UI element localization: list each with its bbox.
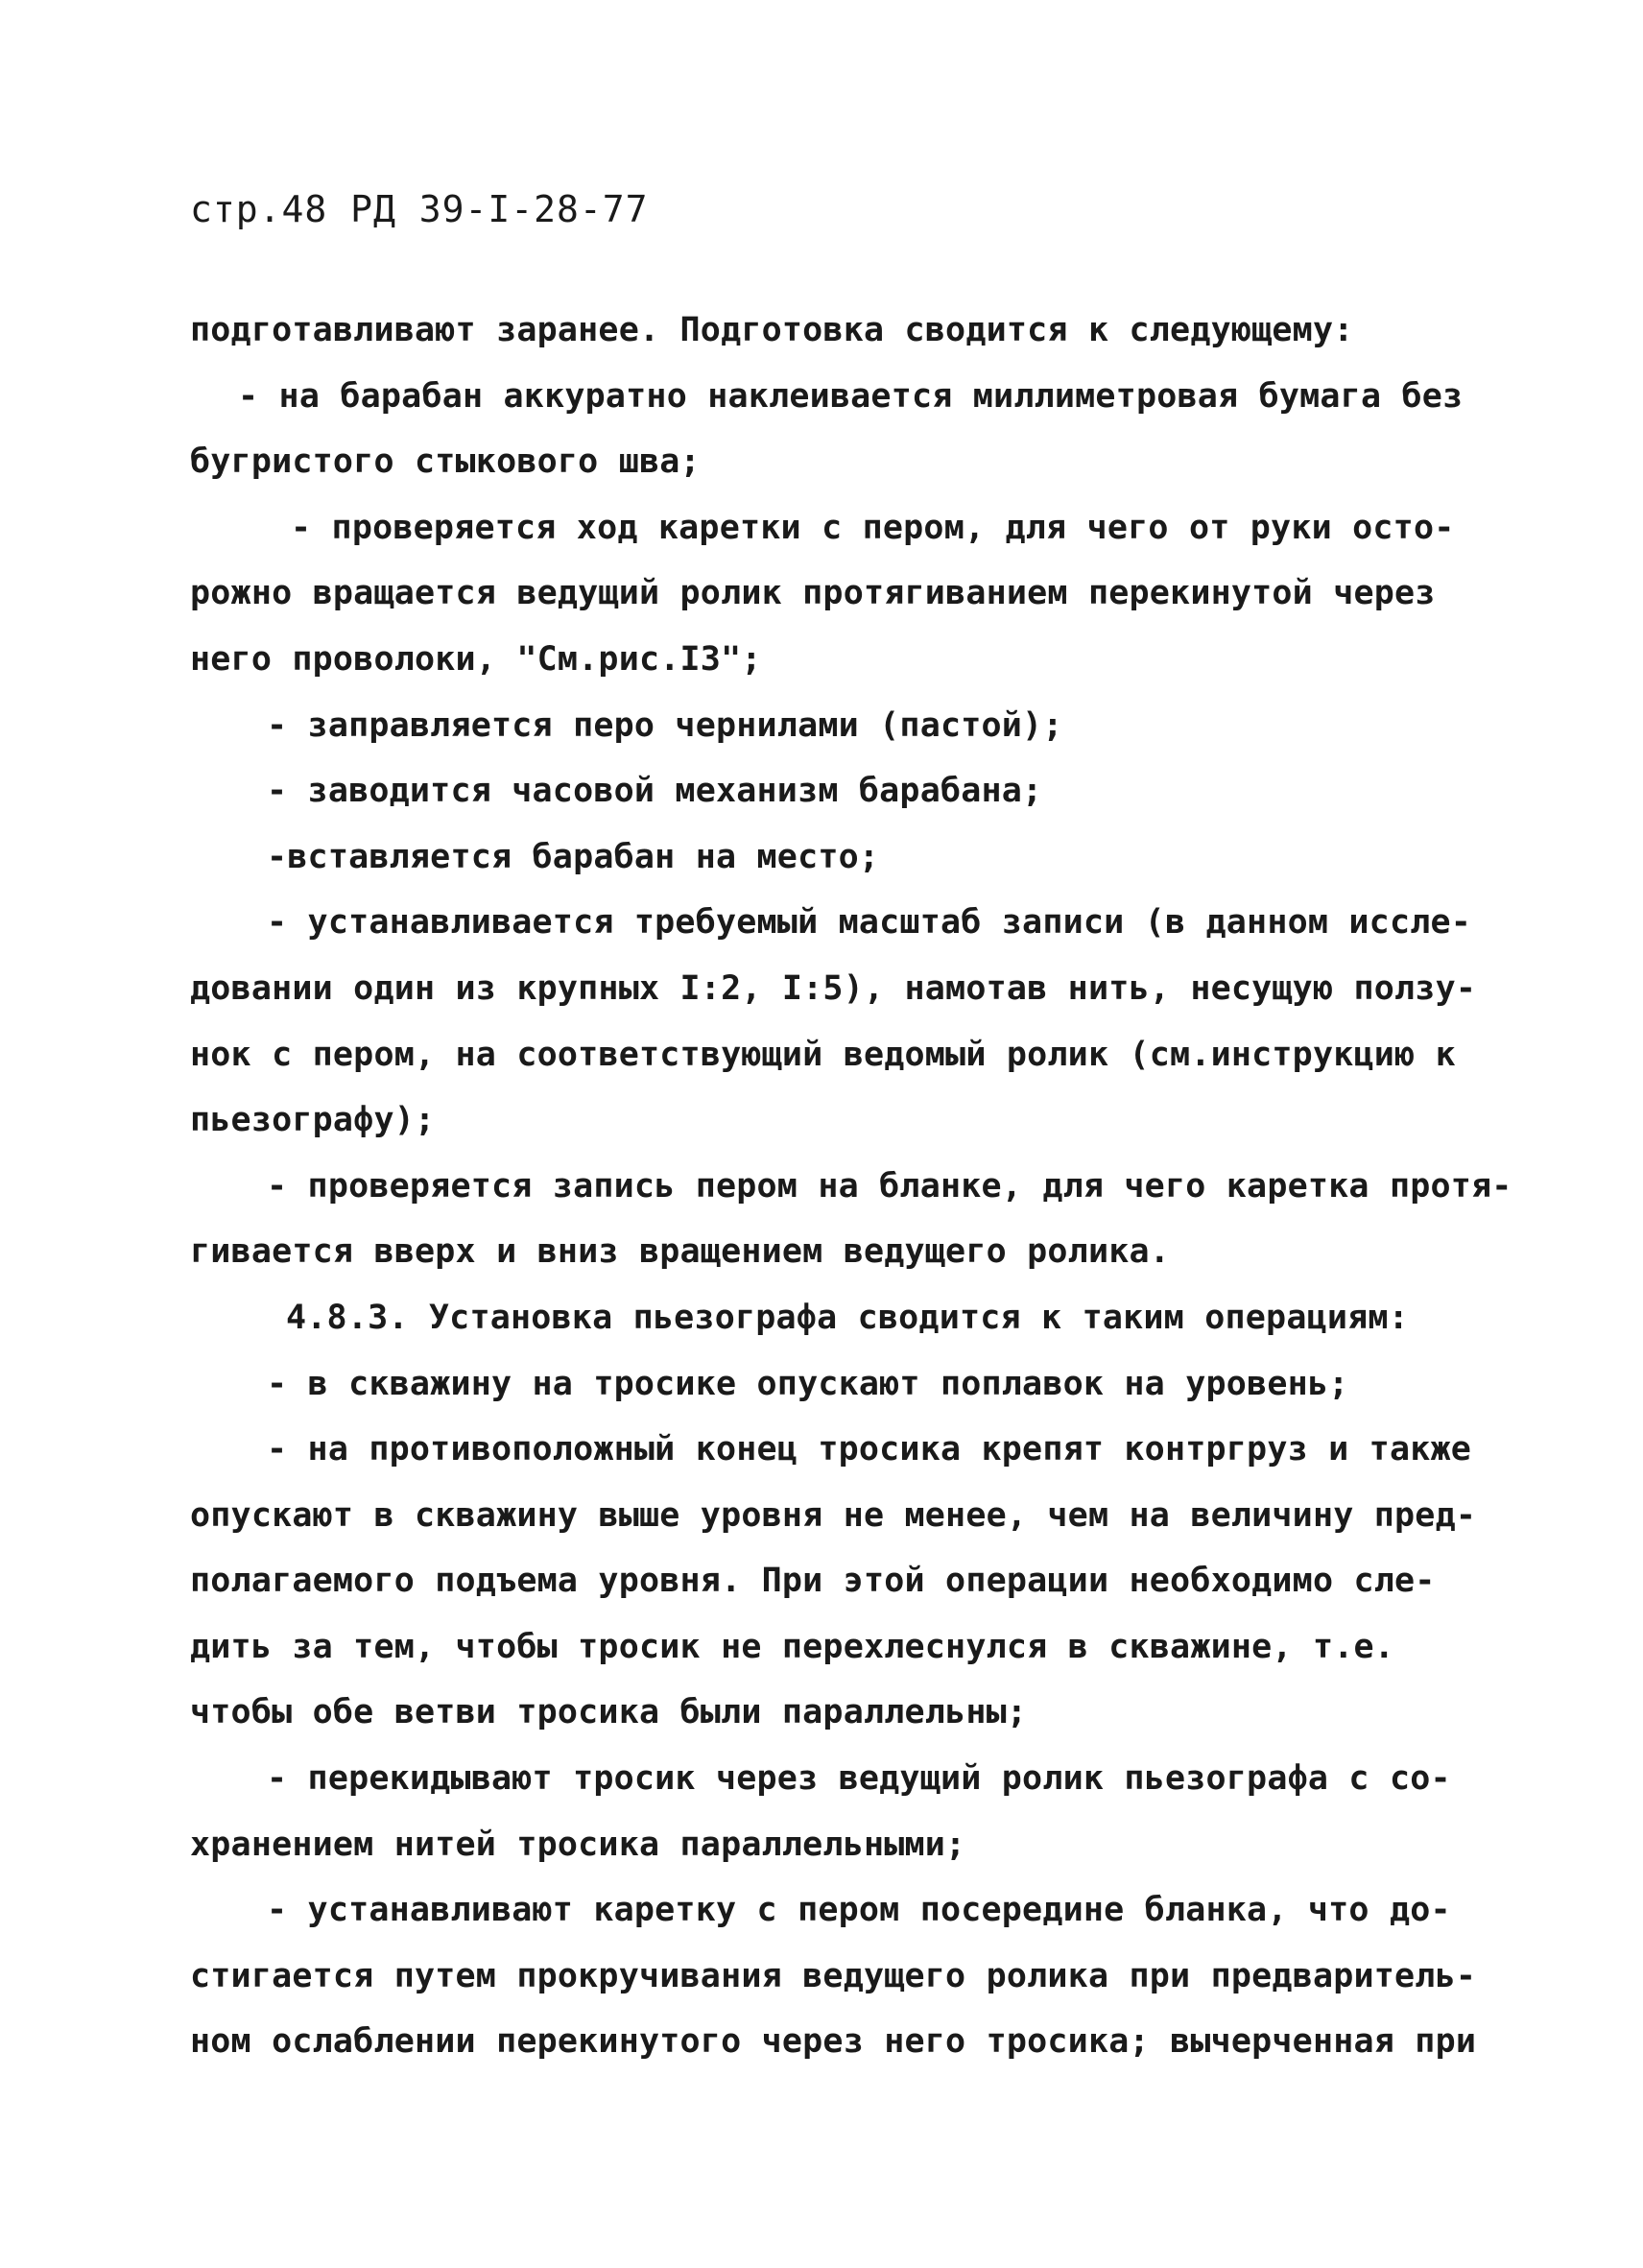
text-line: нок с пером, на соответствующий ведомый ролик (см.инструкцию к	[190, 1035, 1456, 1074]
text-line: подготавливают заранее. Подготовка сводится к следующему:	[190, 311, 1354, 349]
text-line: - на барабан аккуратно наклеивается миллиметровая бумага без	[238, 376, 1464, 416]
text-line: довании один из крупных I:2, I:5), намотав нить, несущую ползу-	[190, 968, 1477, 1008]
text-line: хранением нитей тросика параллельными;	[190, 1825, 966, 1864]
text-line: ном ослаблении перекинутого через него тросика; вычерченная при	[190, 2022, 1477, 2062]
text-line: - проверяется запись пером на бланке, для чего каретка протя-	[267, 1166, 1512, 1206]
text-line: опускают в скважину выше уровня не менее, чем на величину пред-	[190, 1495, 1477, 1535]
text-line: -вставляется барабан на место;	[267, 837, 880, 876]
text-line: дить за тем, чтобы тросик не перехлеснулся в скважине, т.е.	[190, 1627, 1395, 1666]
text-line: - заправляется перо чернилами (пастой);	[267, 705, 1063, 745]
text-line: - перекидывают тросик через ведущий ролик пьезографа с со-	[267, 1759, 1451, 1799]
text-line: пьезографу);	[190, 1101, 436, 1140]
text-line: полагаемого подъема уровня. При этой операции необходимо сле-	[190, 1562, 1436, 1601]
text-line: - устанавливают каретку с пером посередине бланка, что до-	[267, 1891, 1451, 1930]
text-line: - на противоположный конец тросика крепят контргруз и также	[267, 1430, 1472, 1469]
text-line: чтобы обе ветви тросика были параллельны;	[190, 1693, 1028, 1732]
text-line: - проверяется ход каретки с пером, для чего от руки осто-	[291, 508, 1455, 547]
body-text	[190, 298, 1512, 2075]
text-line: рожно вращается ведущий ролик протягиванием перекинутой через	[190, 574, 1436, 613]
text-line: стигается путем прокручивания ведущего ролика при предваритель-	[190, 1956, 1477, 1995]
text-line: бугристого стыкового шва;	[190, 442, 701, 482]
text-line: - в скважину на тросике опускают поплавок на уровень;	[267, 1364, 1349, 1403]
text-line: него проволоки, "См.рис.I3";	[190, 639, 762, 679]
page-header: стр.48 РД 39-I-28-77	[190, 188, 649, 230]
section-heading-line: 4.8.3. Установка пьезографа сводится к таким операциям:	[286, 1298, 1409, 1337]
text-line: - устанавливается требуемый масштаб записи (в данном иссле-	[267, 903, 1472, 943]
text-line: - заводится часовой механизм барабана;	[267, 772, 1043, 811]
text-line: гивается вверх и вниз вращением ведущего ролика.	[190, 1232, 1171, 1272]
